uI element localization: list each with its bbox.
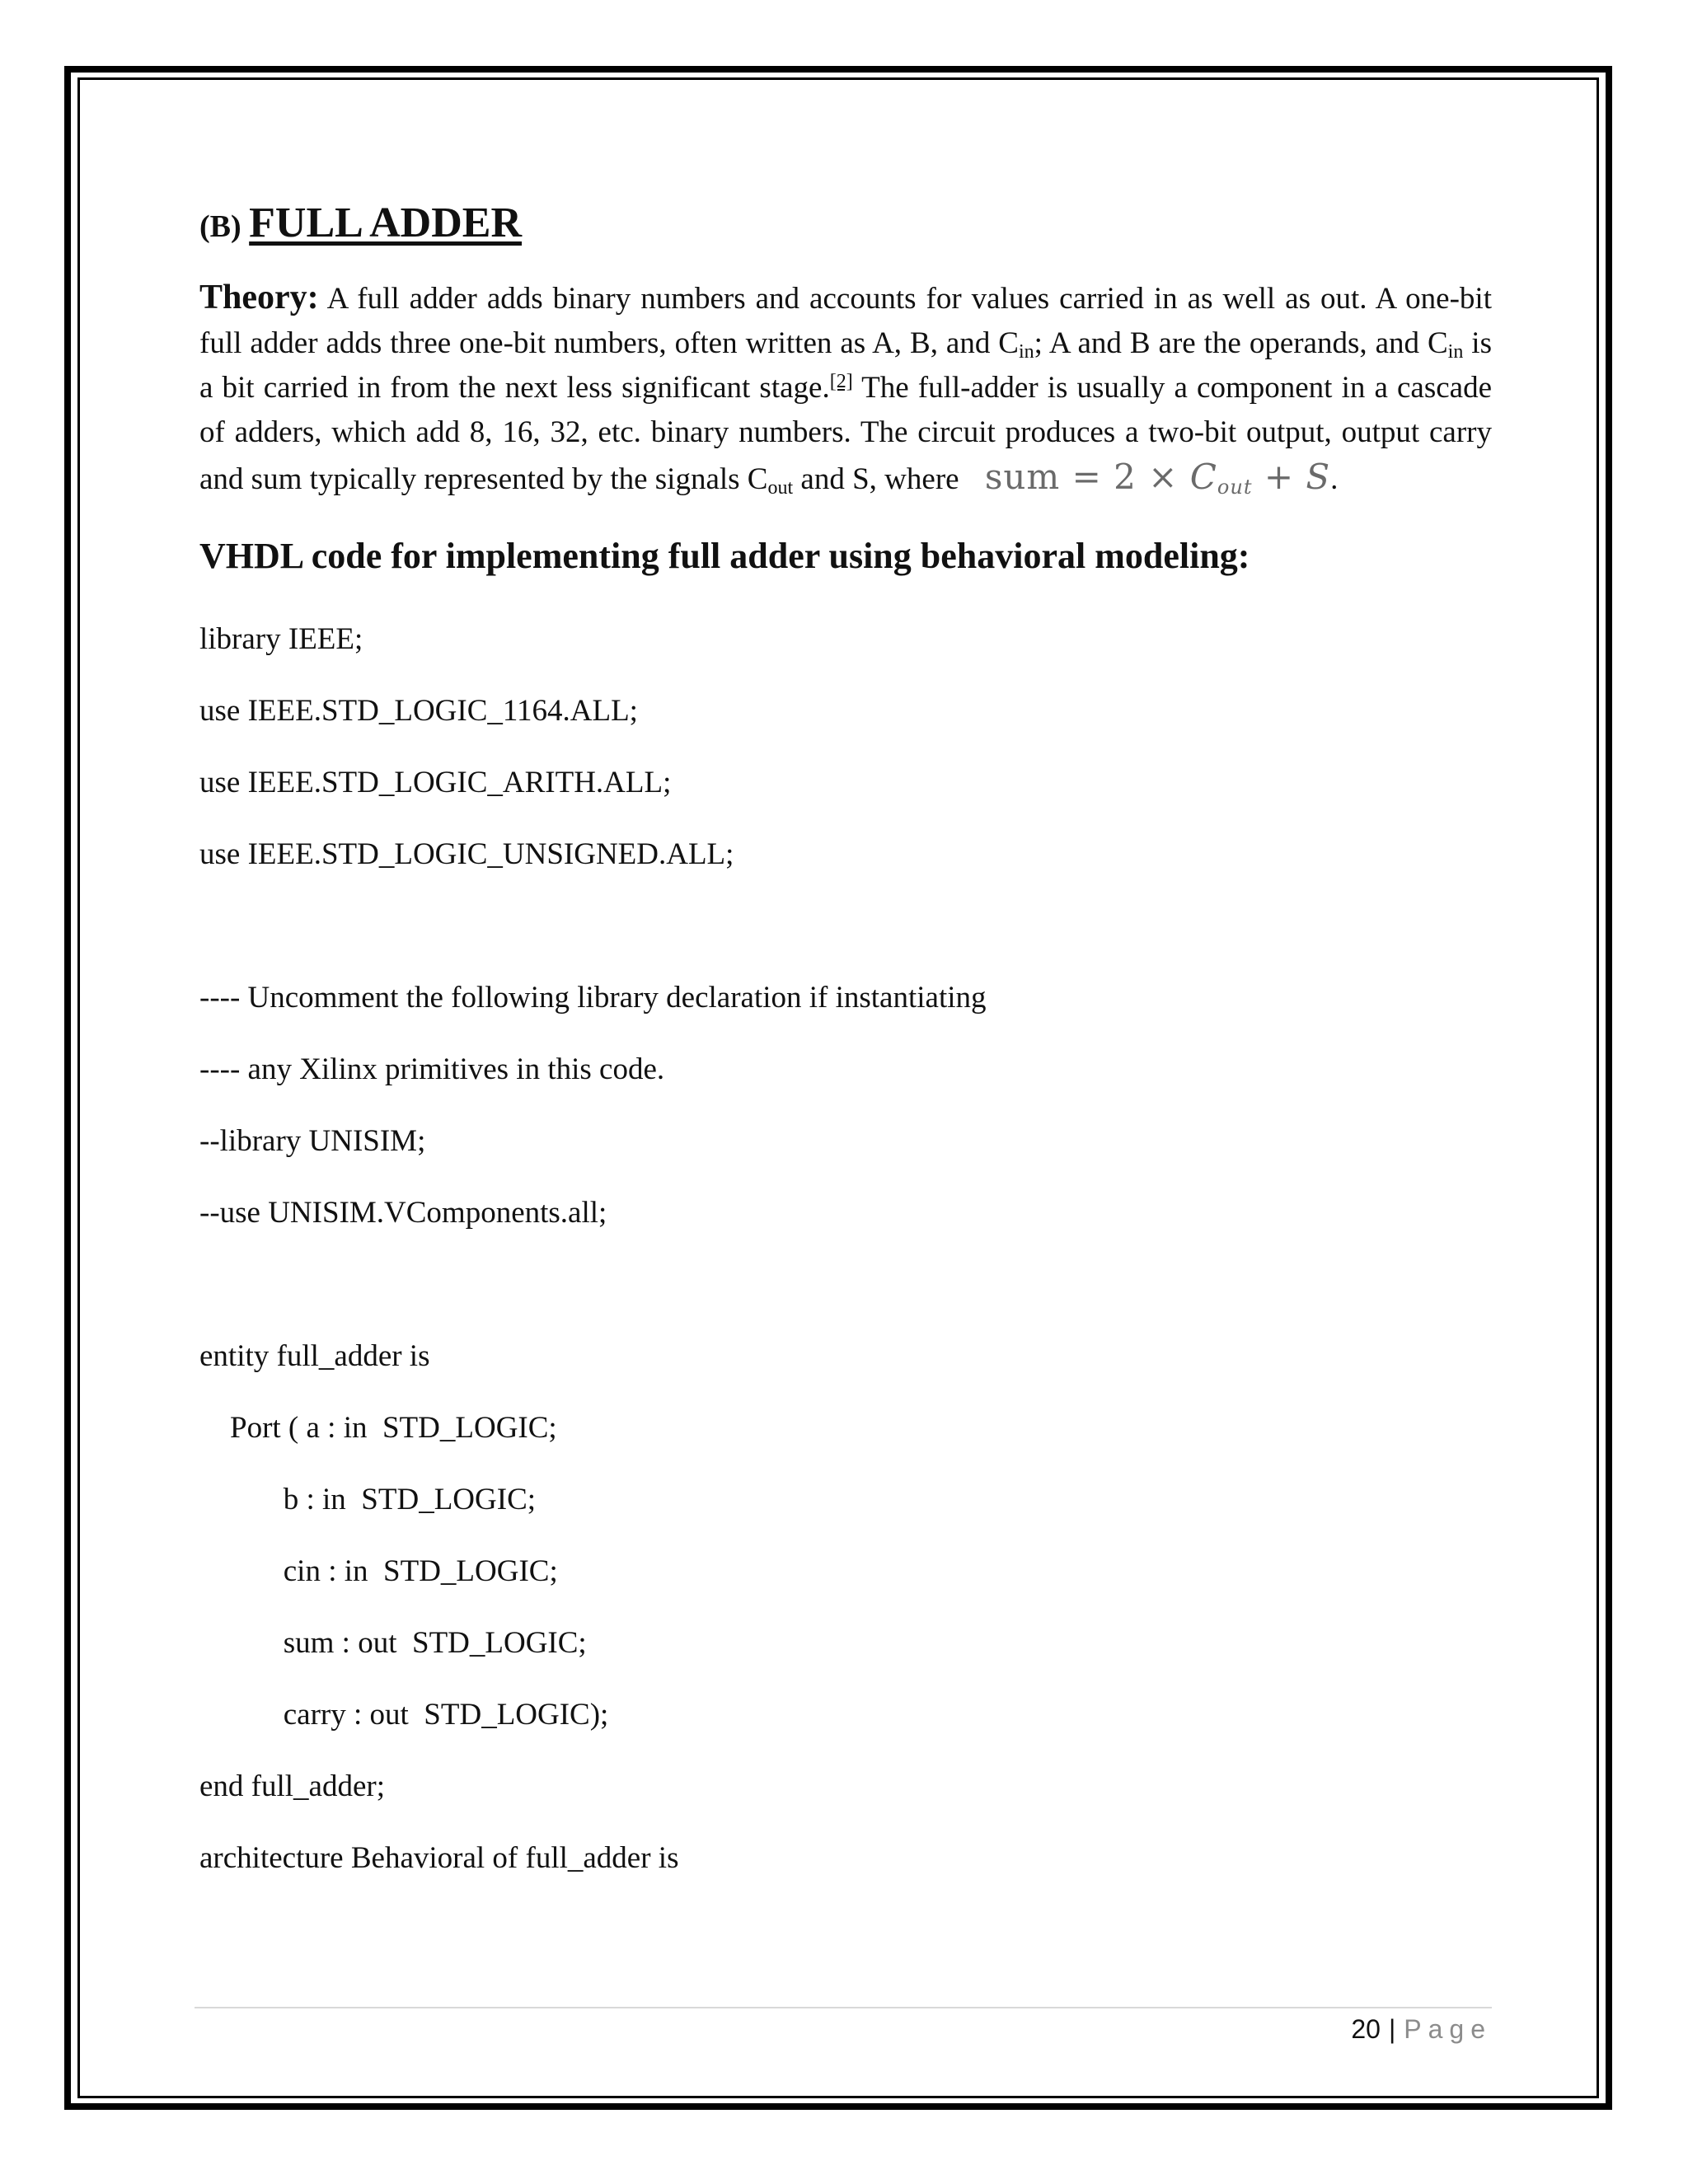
- page-number: 20: [1351, 2014, 1381, 2044]
- theory-text-6: .: [1330, 462, 1339, 497]
- code-line: use IEEE.STD_LOGIC_UNSIGNED.ALL;: [199, 837, 734, 872]
- code-line: Port ( a : in STD_LOGIC;: [199, 1411, 557, 1446]
- code-heading: VHDL code for implementing full adder using behavioral modeling:: [199, 536, 1250, 577]
- cin-subscript: in: [1018, 341, 1034, 363]
- formula-s: S: [1306, 457, 1331, 498]
- vhdl-code-block: [199, 603, 1492, 1894]
- page-footer: [1351, 2011, 1492, 2047]
- theory-text-5: and S, where: [793, 462, 967, 497]
- cout-subscript: out: [767, 477, 794, 499]
- code-line: cin : in STD_LOGIC;: [199, 1554, 558, 1589]
- code-line: use IEEE.STD_LOGIC_ARITH.ALL;: [199, 766, 672, 800]
- theory-text-2: ; A and B are the operands, and C: [1034, 326, 1448, 361]
- section-title: [199, 198, 1492, 249]
- theory-text-4: The full-adder is usually a component in a cascade of adders, which add 8, 16, 32, etc. binary numbers. The circuit produces a two-bit output, output carry and sum typically represented by the signals C: [199, 371, 1492, 497]
- citation-link[interactable]: [2]: [829, 371, 853, 393]
- code-line-blank: [199, 1249, 1492, 1320]
- footer-divider: [195, 2007, 1492, 2008]
- formula-tail: +: [1252, 457, 1306, 498]
- theory-text-1: A full adder adds binary numbers and accounts for values carried in as well as out. A one-bit full adder adds three one-bit numbers, often written as A, B, and C: [199, 282, 1492, 361]
- code-line: ---- Uncomment the following library declaration if instantiating: [199, 981, 987, 1015]
- code-line: carry : out STD_LOGIC);: [199, 1698, 609, 1732]
- formula-op: = 2 ×: [1060, 457, 1190, 498]
- code-line: ---- any Xilinx primitives in this code.: [199, 1052, 665, 1087]
- section-main-title: FULL ADDER: [249, 199, 522, 246]
- page-content: [199, 198, 1492, 1894]
- theory-label: Theory:: [199, 279, 319, 317]
- code-line: library IEEE;: [199, 622, 363, 657]
- code-line: --library UNISIM;: [199, 1124, 426, 1159]
- footer-separator: |: [1388, 2014, 1396, 2044]
- formula-var-sub: out: [1217, 476, 1253, 499]
- code-line: --use UNISIM.VComponents.all;: [199, 1196, 607, 1230]
- code-line: use IEEE.STD_LOGIC_1164.ALL;: [199, 694, 638, 729]
- code-line: b : in STD_LOGIC;: [199, 1483, 537, 1517]
- section-prefix: (B): [199, 209, 241, 244]
- code-line: sum : out STD_LOGIC;: [199, 1626, 587, 1661]
- formula-lhs: sum: [984, 457, 1061, 498]
- cin-subscript-2: in: [1447, 341, 1464, 363]
- code-line: architecture Behavioral of full_adder is: [199, 1841, 679, 1876]
- code-line: end full_adder;: [199, 1769, 385, 1804]
- code-line: entity full_adder is: [199, 1339, 430, 1374]
- sum-formula: [985, 457, 1330, 497]
- theory-text-3: is a bit carried in from the next less significant stage.: [199, 326, 1492, 405]
- theory-paragraph: [199, 275, 1492, 502]
- page-word: Page: [1404, 2014, 1492, 2044]
- code-line-blank: [199, 890, 1492, 962]
- formula-var: C: [1189, 457, 1217, 498]
